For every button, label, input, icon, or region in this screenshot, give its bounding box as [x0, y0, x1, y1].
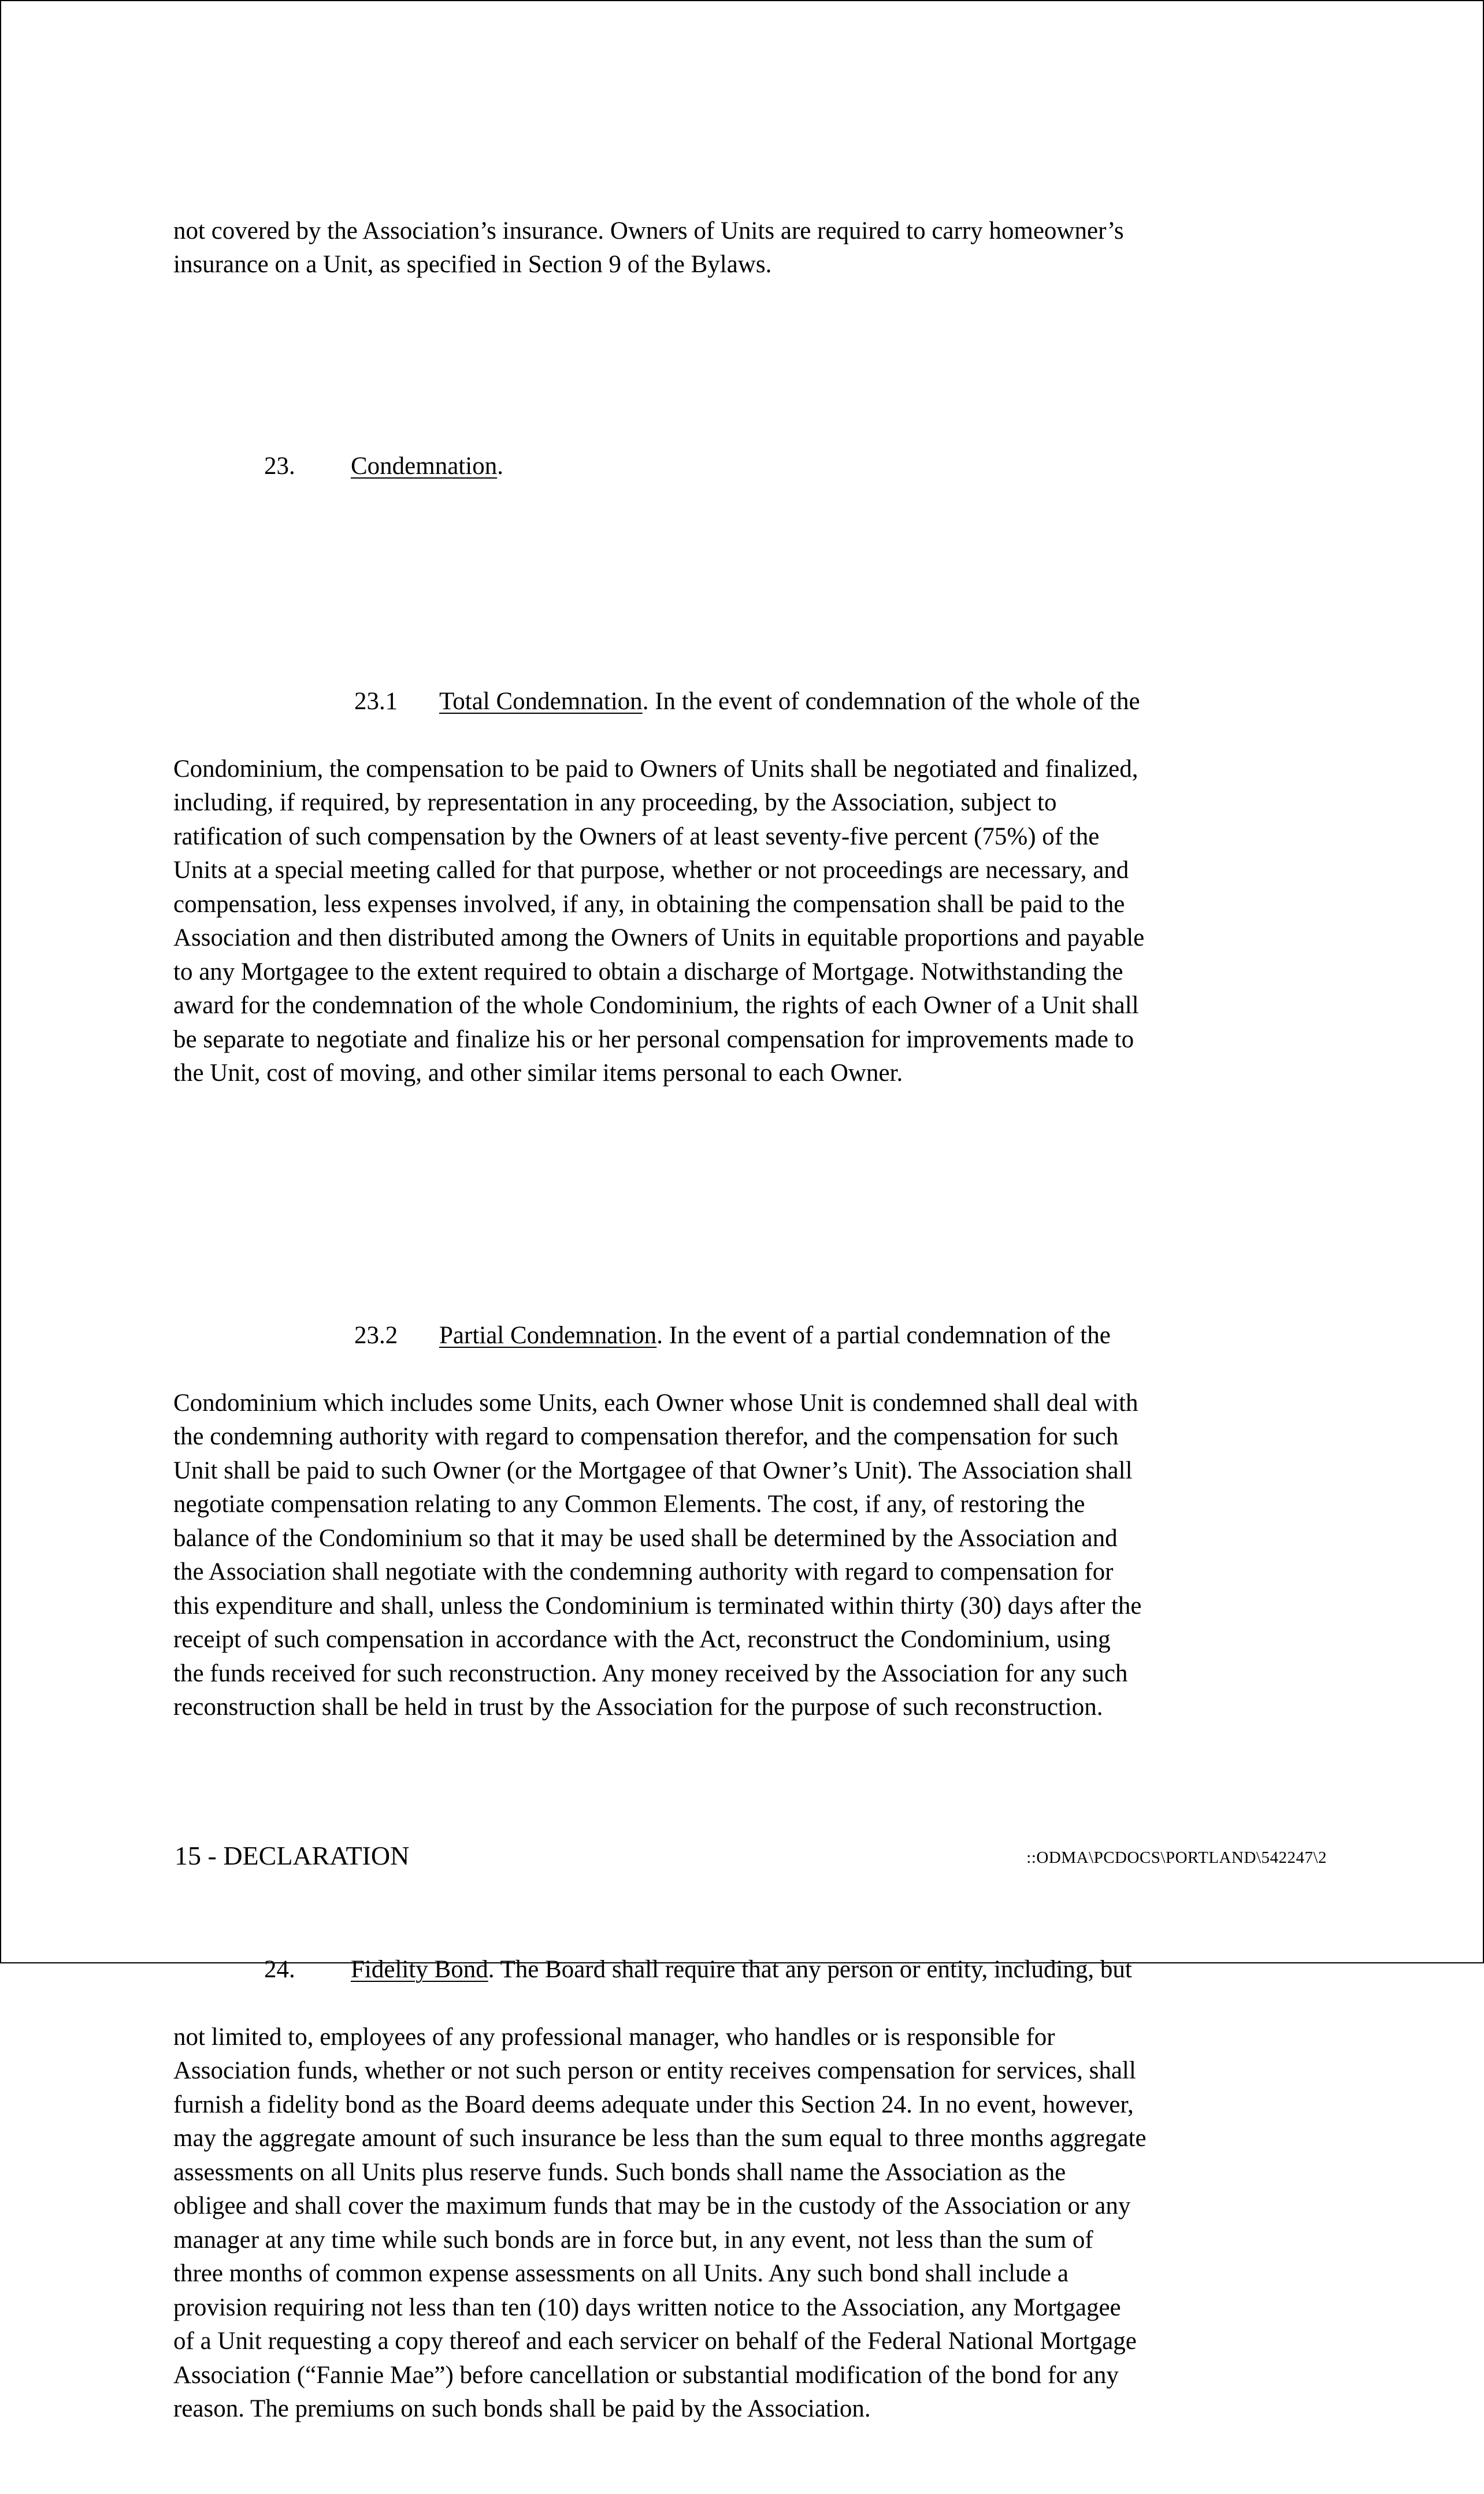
section-24-first-line-text: The Board shall require that any person or entity, including, but [494, 1955, 1132, 1983]
section-23-1-first-line-text: In the event of condemnation of the whole of the [648, 687, 1140, 715]
section-23-2-title-punct: . [656, 1321, 663, 1349]
footer-doc-path: ::ODMA\PCDOCS\PORTLAND\542247\2 [1026, 1848, 1327, 1867]
section-23-1-first-line [173, 685, 1318, 719]
section-24-title: Fidelity Bond [351, 1955, 488, 1983]
section-24-title-punct: . [488, 1955, 495, 1983]
section-23-2-number: 23.2 [354, 1321, 398, 1349]
section-23-title: Condemnation [351, 452, 498, 480]
footer-page-label: 15 - DECLARATION [175, 1841, 410, 1870]
section-24-number: 24. [264, 1955, 295, 1983]
section-24-first-line [173, 1953, 1318, 1987]
section-23-2-first-line-text: In the event of a partial condemnation of the [662, 1321, 1111, 1349]
section-24-body: not limited to, employees of any professional manager, who handles or is responsible for Association funds, whether or not such person or entity receives compensation for services, shall furnish a fidelity bond as the Board deems adequate under this Section 24. In no event, however, may the aggregate amount of such insurance be less than the sum equal to three months aggregate assessments on all Units plus reserve funds. Such bonds shall name the Association as the obligee and shall cover the maximum funds that may be in the custody of the Association or any manager at any time while such bonds are in force but, in any event, not less than the sum of three months of common expense assessments on all Units. Any such bond shall include a provision requiring not less than ten (10) days written notice to the Association, any Mortgagee of a Unit requesting a copy thereof and each servicer on behalf of the Federal National Mortgage Association (“Fannie Mae”) before cancellation or substantial modification of the bond for any reason. The premiums on such bonds shall be paid by the Association. [173, 2023, 1147, 2422]
section-23-1-body: Condominium, the compensation to be paid to Owners of Units shall be negotiated and finalized, including, if required, by representation in any proceeding, by the Association, subject to ratification of such compensation by the Owners of at least seventy-five percent (75%) of the Units at a special meeting called for that purpose, whether or not proceedings are necessary, and compensation, less expenses involved, if any, in obtaining the compensation shall be paid to the Association and then distributed among the Owners of Units in equitable proportions and payable to any Mortgagee to the extent required to obtain a discharge of Mortgage. Notwithstanding the award for the condemnation of the whole Condominium, the rights of each Owner of a Unit shall be separate to negotiate and finalize his or her personal compensation for improvements made to the Unit, cost of moving, and other similar items personal to each Owner. [173, 755, 1145, 1087]
section-23-1-title: Total Condemnation [439, 687, 643, 715]
section-23-1-number: 23.1 [354, 687, 398, 715]
section-23-title-punct: . [497, 452, 503, 480]
section-23-2 [173, 1285, 1318, 1758]
section-23-2-body: Condominium which includes some Units, each Owner whose Unit is condemned shall deal with the condemning authority with regard to compensation therefor, and the compensation for such Unit shall be paid to such Owner (or the Mortgagee of that Owner’s Unit). The Association shall negotiate compensation relating to any Common Elements. The cost, if any, of restoring the balance of the Condominium so that it may be used shall be determined by the Association and the Association shall negotiate with the condemning authority with regard to compensation for this expenditure and shall, unless the Condominium is terminated within thirty (30) days after the receipt of such compensation in accordance with the Act, reconstruct the Condominium, using the funds received for such reconstruction. Any money received by the Association for any such reconstruction shall be held in trust by the Association for the purpose of such reconstruction. [173, 1389, 1142, 1721]
section-23-number: 23. [264, 452, 295, 480]
section-23-1 [173, 651, 1318, 1124]
document-body [173, 180, 1318, 2494]
section-23-2-title: Partial Condemnation [439, 1321, 657, 1349]
section-23-1-title-punct: . [642, 687, 649, 715]
continuation-paragraph: not covered by the Association’s insurance. Owners of Units are required to carry homeowner’s insurance on a Unit, as specified in Section 9 of the Bylaws. [173, 217, 1124, 278]
section-23-heading [173, 450, 1318, 484]
section-23-2-first-line [173, 1319, 1318, 1353]
section-24 [173, 1919, 1318, 2460]
